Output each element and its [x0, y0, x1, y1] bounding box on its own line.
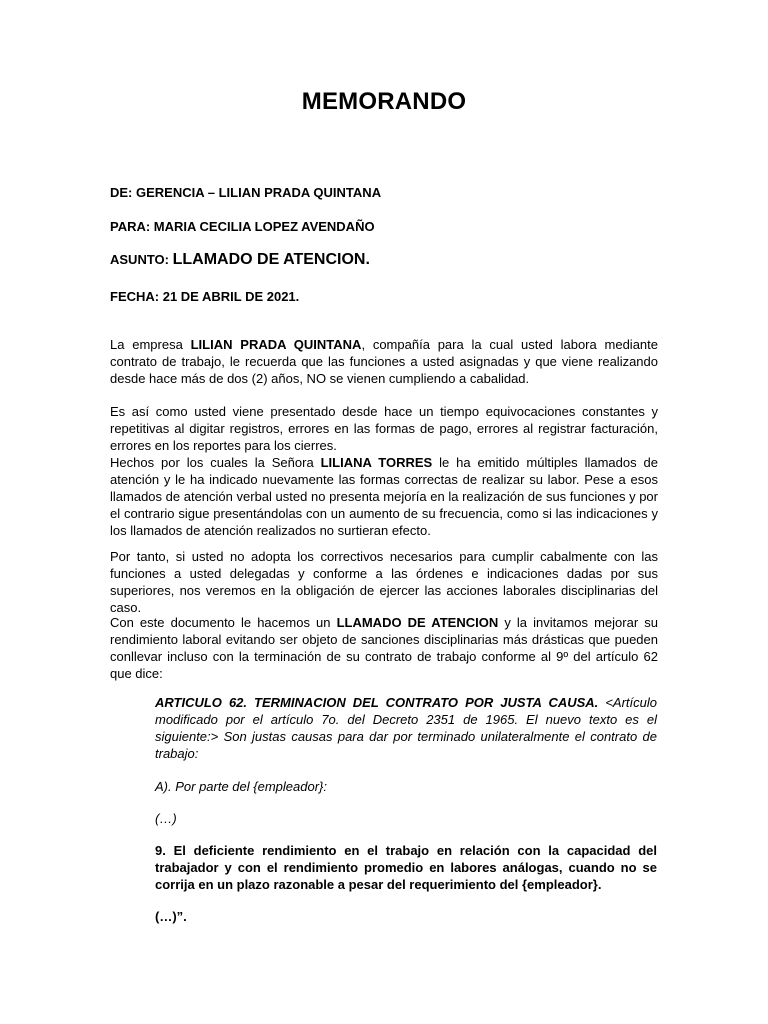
- memo-from: DE: GERENCIA – LILIAN PRADA QUINTANA: [110, 185, 382, 200]
- paragraph-warning: Por tanto, si usted no adopta los correctivos necesarios para cumplir cabalmente con las funciones a usted delegadas y conforme a las órdenes e indicaciones dadas por sus superiores, nos veremos en la obligación de ejercer las acciones laborales disciplinarias del caso.: [110, 549, 658, 615]
- paragraph-notice: [110, 614, 658, 682]
- notice-emphasis: LLAMADO DE ATENCION: [336, 615, 499, 630]
- paragraph-notice-text-a: Con este documento le hacemos un: [110, 615, 337, 630]
- paragraph-facts-text-a: Es así como usted viene presentado desde hace un tiempo equivocaciones constantes y repetitivas al digitar registros, errores en las formas de pago, errores al registrar facturación, errores en los reportes para los cierres.: [110, 404, 658, 453]
- paragraph-facts-text-b: Hechos por los cuales la Señora: [110, 455, 321, 470]
- quote-closing: (…)”.: [155, 909, 187, 924]
- memo-date: FECHA: 21 DE ABRIL DE 2021.: [110, 289, 300, 304]
- supervisor-name: LILIANA TORRES: [320, 455, 433, 470]
- subject-label: ASUNTO:: [110, 252, 169, 267]
- memo-title: MEMORANDO: [301, 88, 467, 115]
- quote-item-a: A). Por parte del {empleador}:: [155, 779, 327, 794]
- paragraph-intro: [110, 336, 658, 387]
- memo-subject: [110, 251, 370, 269]
- paragraph-intro-text-b: , compañía para la cual usted labora mediante contrato de trabajo, le recuerda que las funciones a usted asignadas y que viene realizando desde hace más de dos (2) años, NO se vienen cumpliendo a cabalidad.: [110, 337, 658, 386]
- quote-article-heading: ARTICULO 62. TERMINACION DEL CONTRATO POR JUSTA CAUSA.: [155, 695, 599, 710]
- paragraph-intro-text-a: La empresa: [110, 337, 191, 352]
- memo-to: PARA: MARIA CECILIA LOPEZ AVENDAÑO: [110, 219, 375, 234]
- paragraph-facts: [110, 403, 658, 539]
- quote-item-9: 9. El deficiente rendimiento en el trabajo en relación con la capacidad del trabajador y con el rendimiento promedio en labores análogas, cuando no se corrija en un plazo razonable a pesar del requerimiento del {empleador}.: [155, 843, 657, 892]
- quote-article-text: <Artículo modificado por el artículo 7o. del Decreto 2351 de 1965. El nuevo texto es el siguiente:> Son justas causas para dar por terminado unilateralmente el contrato de trabajo:: [155, 695, 657, 761]
- subject-value: LLAMADO DE ATENCION.: [172, 251, 370, 268]
- paragraph-notice-text-b: y la invitamos mejorar su rendimiento laboral evitando ser objeto de sanciones disciplinarias más drásticas que pueden conllevar incluso con la terminación de su contrato de trabajo conforme al 9º del artículo 62 que dice:: [110, 615, 658, 681]
- quote-article: [155, 694, 657, 762]
- company-name: LILIAN PRADA QUINTANA: [190, 337, 362, 352]
- paragraph-facts-text-c: le ha emitido múltiples llamados de atención y le ha indicado nuevamente las formas correctas de realizar su labor. Pese a esos llamados de atención verbal usted no presenta mejoría en la realización de sus funciones y por el contrario sigue presentándolas con un aumento de su frecuencia, como si las indicaciones y los llamados de atención realizados no surtieran efecto.: [110, 455, 658, 538]
- quote-ellipsis: (…): [155, 811, 177, 826]
